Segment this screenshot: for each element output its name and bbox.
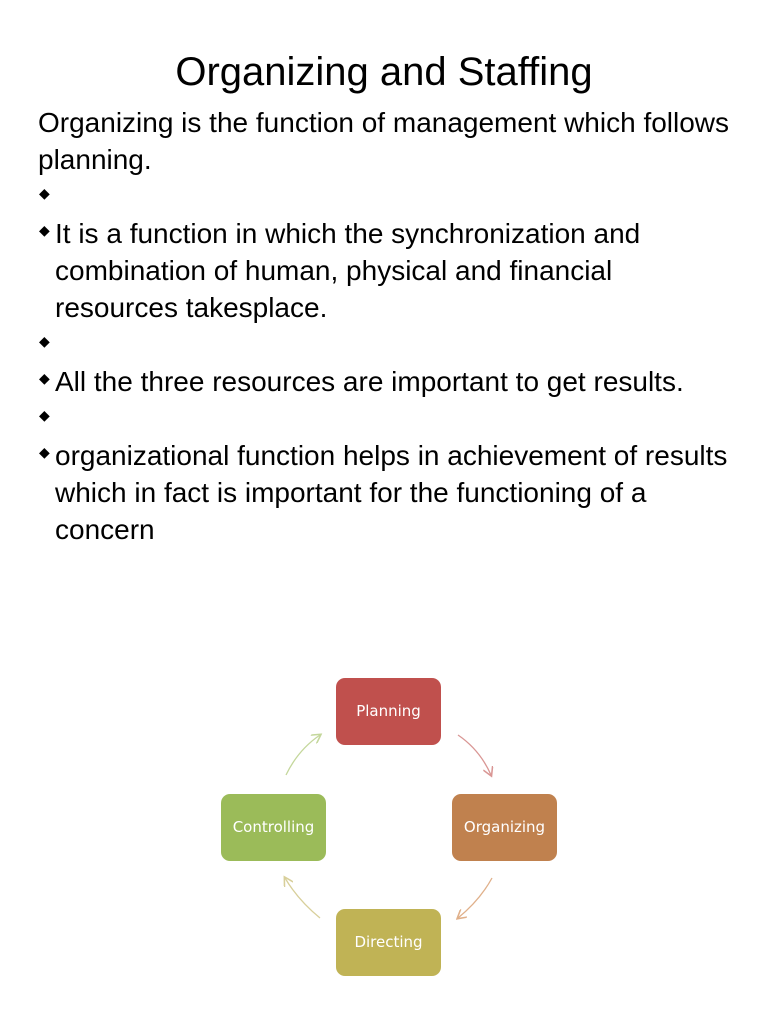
bullet-text: organizational function helps in achievement of results which in fact is important for the functioning of a concern	[55, 440, 728, 545]
cycle-arrow-organizing-to-directing	[458, 878, 492, 918]
intro-paragraph: Organizing is the function of management which follows planning.	[38, 107, 730, 175]
node-label: Planning	[356, 702, 421, 720]
node-label: Directing	[354, 933, 423, 951]
slide-title: Organizing and Staffing	[175, 50, 593, 94]
cycle-arrow-controlling-to-planning	[286, 735, 320, 775]
diamond-bullet-icon: ◆	[39, 222, 50, 238]
diamond-bullet-icon: ◆	[39, 185, 50, 201]
node-label: Organizing	[463, 818, 546, 836]
diamond-bullet-icon: ◆	[39, 407, 50, 423]
diamond-bullet-icon: ◆	[39, 444, 50, 460]
bullet-text: All the three resources are important to get results.	[55, 366, 684, 397]
cycle-arrow-planning-to-organizing	[458, 735, 491, 775]
bullet-text: It is a function in which the synchronization and combination of human, physical and financial resources takesplace.	[55, 218, 641, 323]
cycle-node-controlling	[221, 794, 326, 861]
cycle-node-organizing	[452, 794, 557, 861]
diamond-bullet-icon: ◆	[39, 370, 50, 386]
cycle-node-directing	[336, 909, 441, 976]
node-label: Controlling	[232, 818, 315, 836]
cycle-node-planning	[336, 678, 441, 745]
cycle-arrow-directing-to-controlling	[285, 878, 320, 918]
diamond-bullet-icon: ◆	[39, 333, 50, 349]
